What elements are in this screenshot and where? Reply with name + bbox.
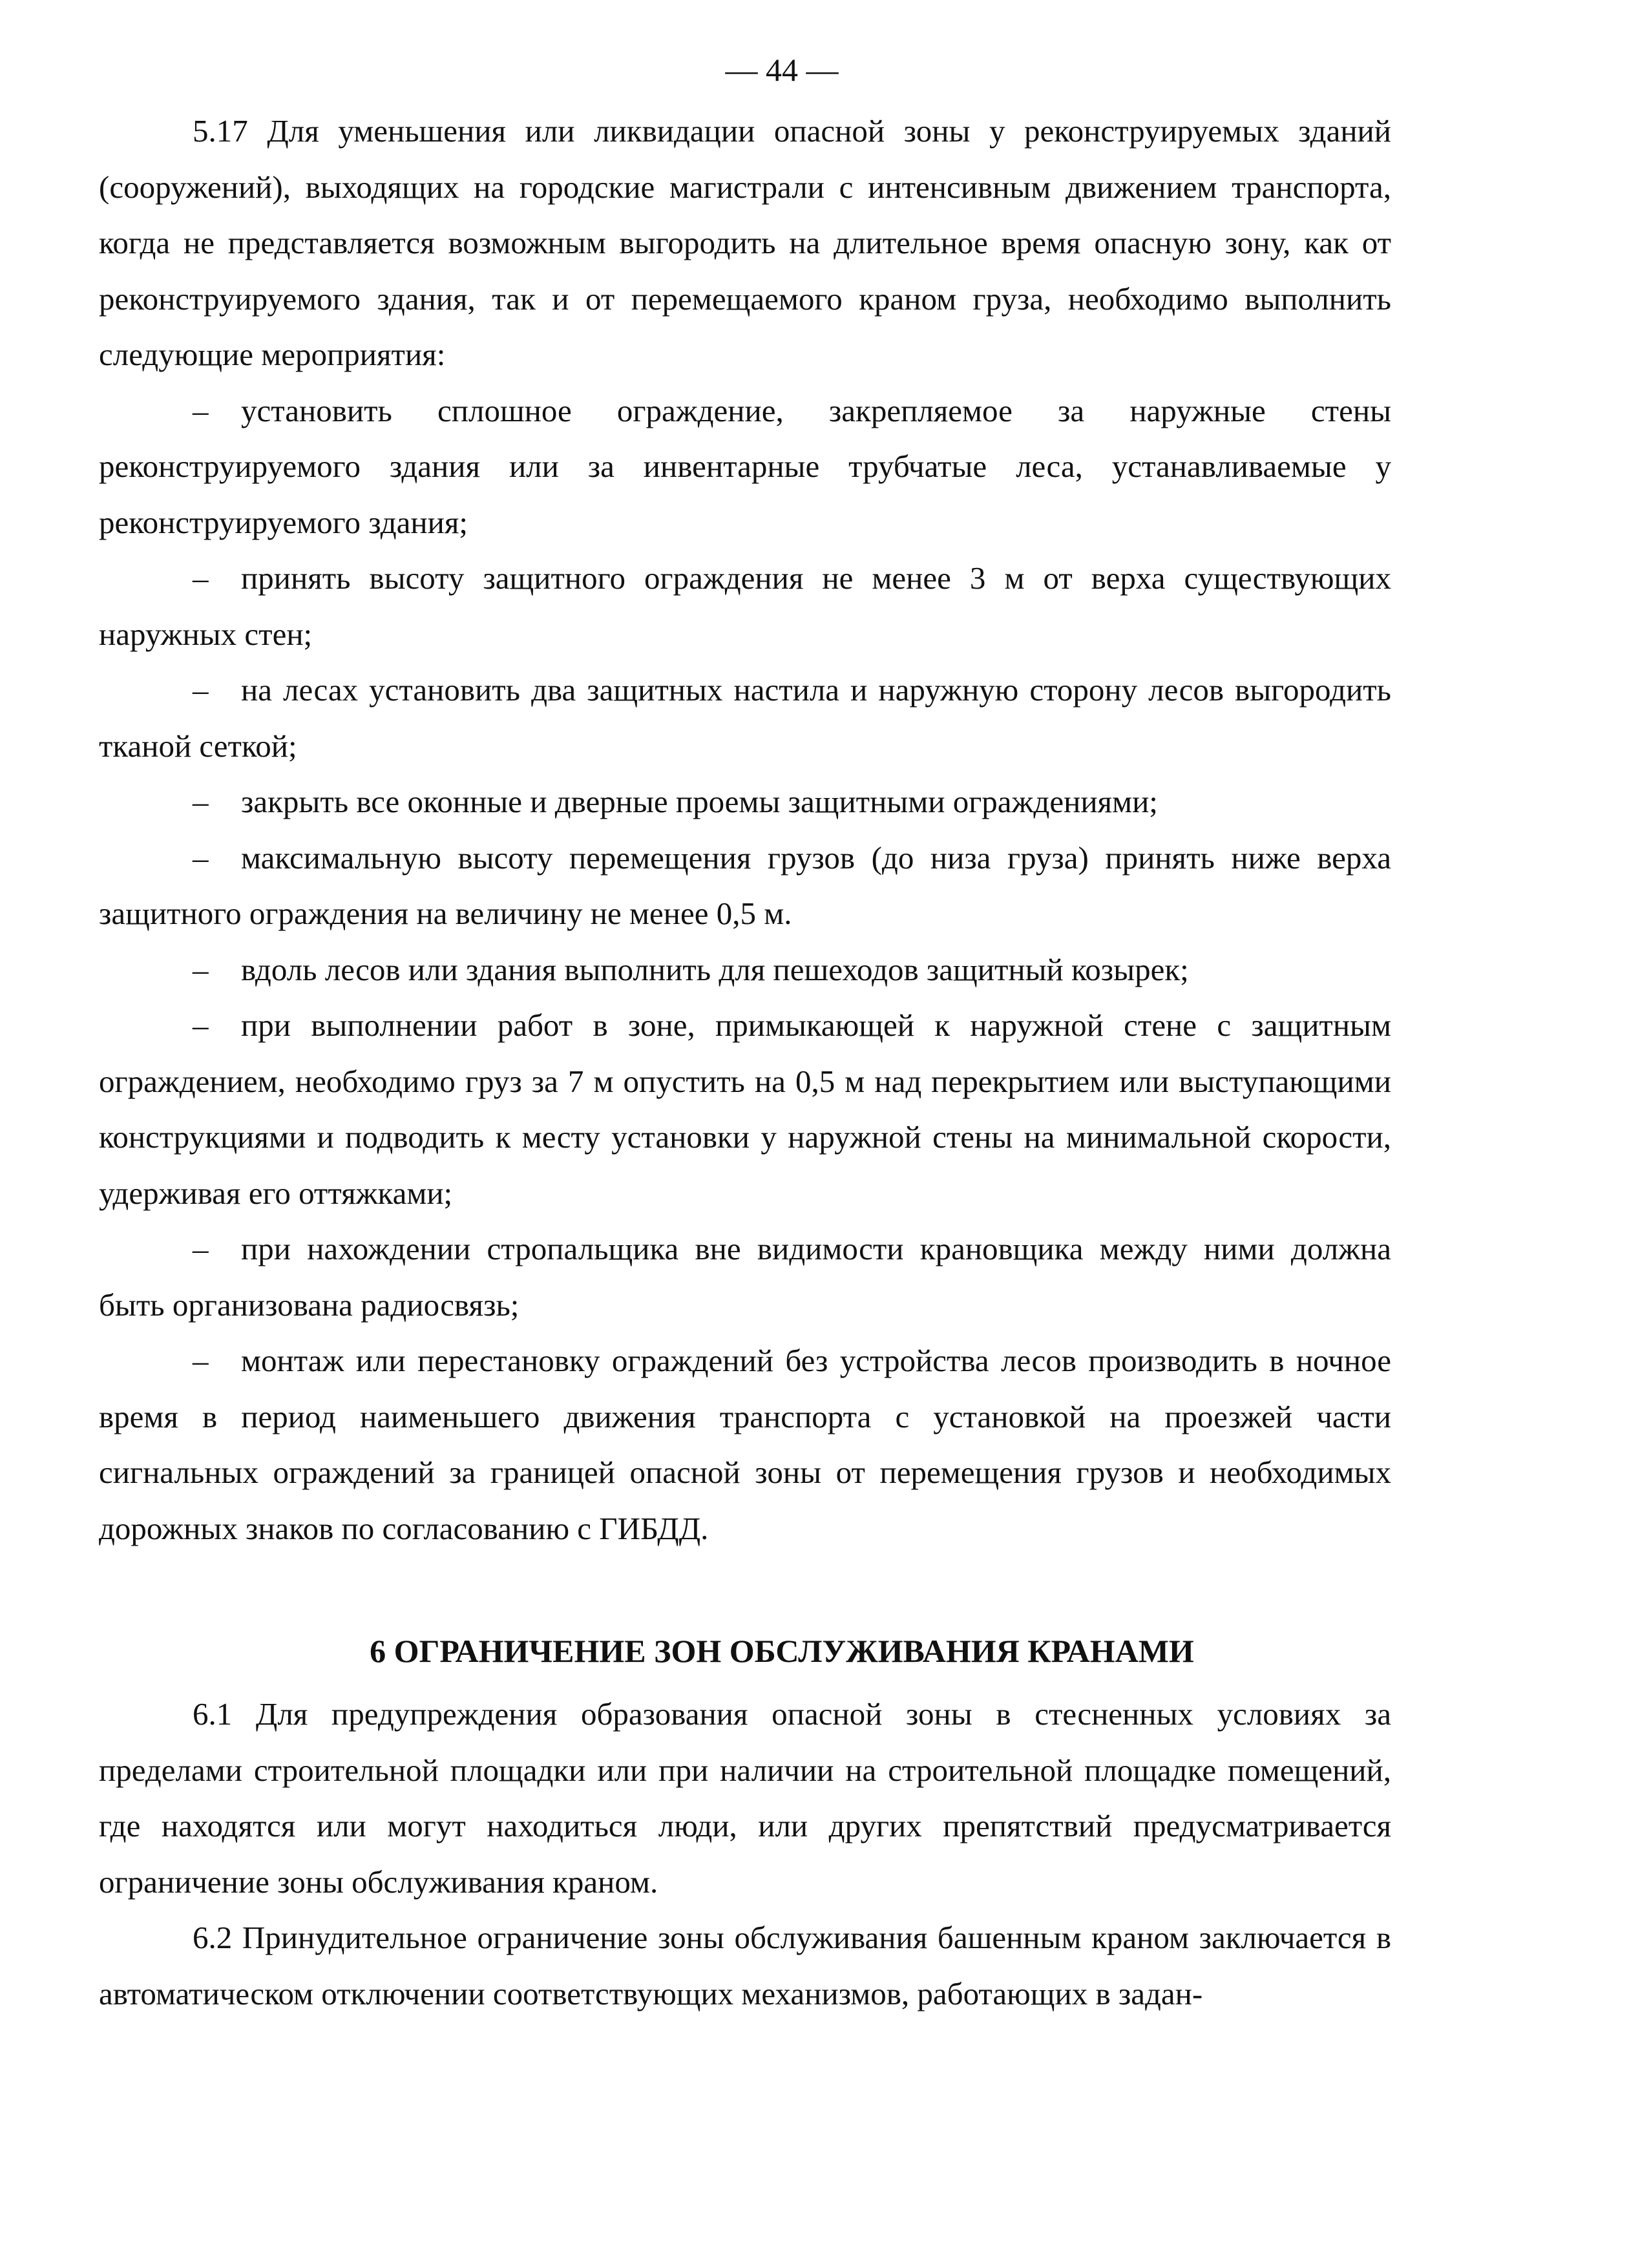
list-item-text: максимальную высоту перемещения грузов (до низа груза) принять ниже верха защитного ограждения на величину не менее 0,5 м. (99, 839, 1391, 931)
list-item-text: при нахождении стропальщика вне видимости крановщика между ними должна быть организована радиосвязь; (99, 1231, 1391, 1323)
list-item (99, 998, 1391, 1221)
dash-marker: – (193, 1007, 209, 1043)
section-heading: 6 ОГРАНИЧЕНИЕ ЗОН ОБСЛУЖИВАНИЯ КРАНАМИ (370, 1633, 1194, 1669)
dash-marker: – (193, 672, 209, 708)
section-6 (99, 1686, 1391, 2022)
section-5-17 (99, 103, 1391, 1557)
list-item (99, 662, 1391, 774)
list-item-text: закрыть все оконные и дверные проемы защитными ограждениями; (241, 784, 1158, 819)
dash-marker: – (193, 839, 209, 876)
dash-marker: – (193, 1343, 209, 1378)
list-item (99, 1333, 1391, 1557)
dash-marker: – (193, 392, 209, 428)
list-item (99, 1221, 1391, 1333)
list-item (99, 942, 1391, 998)
paragraph-6-2: 6.2 Принудительное ограничение зоны обслуживания башенным краном заключается в автоматическом отключении соответствующих механизмов, работающих в задан- (99, 1920, 1391, 2011)
list-item-text: вдоль лесов или здания выполнить для пешеходов защитный козырек; (241, 951, 1189, 987)
list-item (99, 830, 1391, 942)
list-item (99, 383, 1391, 551)
list-item-text: при выполнении работ в зоне, примыкающей к наружной стене с защитным ограждением, необходимо груз за 7 м опустить на 0,5 м над перекрытием или выступающими конструкциями и подводить к месту установки у наружной стены на минимальной скорости, удерживая его оттяжками; (99, 1007, 1391, 1211)
list-item-text: установить сплошное ограждение, закрепляемое за наружные стены реконструируемого здания или за инвентарные трубчатые леса, устанавливаемые у реконструируемого здания; (99, 392, 1391, 540)
list-item-text: на лесах установить два защитных настила и наружную сторону лесов выгородить тканой сеткой; (99, 672, 1391, 764)
dash-marker: – (193, 1231, 209, 1266)
paragraph-5-17-intro: 5.17 Для уменьшения или ликвидации опасной зоны у реконструируемых зданий (сооружений), выходящих на городские магистрали с интенсивным движением транспорта, когда не представляется возможным выгородить на длительное время опасную зону, как от реконструируемого здания, так и от перемещаемого краном груза, необходимо выполнить следующие мероприятия: (99, 113, 1391, 372)
list-item-text: принять высоту защитного ограждения не менее 3 м от верха существующих наружных стен; (99, 560, 1391, 652)
page-number: — 44 — (725, 52, 839, 88)
dash-marker: – (193, 784, 209, 819)
dash-marker: – (193, 560, 209, 596)
dash-marker: – (193, 951, 209, 987)
list-item (99, 774, 1391, 830)
list-item (99, 551, 1391, 662)
paragraph-6-1: 6.1 Для предупреждения образования опасной зоны в стесненных условиях за пределами строительной площадки или при наличии на строительной площадке помещений, где находятся или могут находиться люди, или других препятствий предусматривается ограничение зоны обслуживания краном. (99, 1696, 1391, 1900)
list-item-text: монтаж или перестановку ограждений без устройства лесов производить в ночное время в период наименьшего движения транспорта с установкой на проезжей части сигнальных ограждений за границей опасной зоны от перемещения грузов и необходимых дорожных знаков по согласованию с ГИБДД. (99, 1343, 1391, 1546)
